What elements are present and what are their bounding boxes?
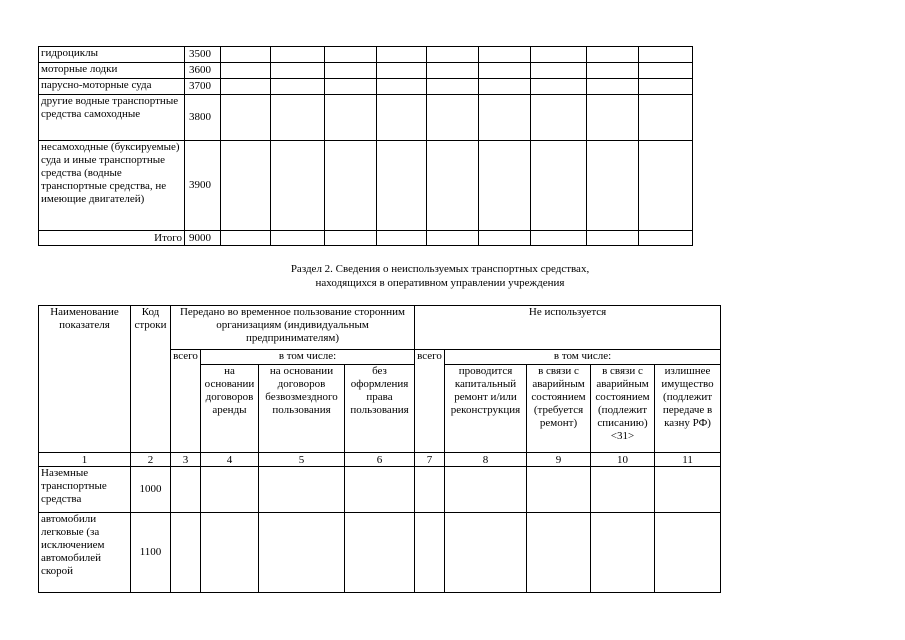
total-label: Итого — [39, 231, 185, 246]
row-code: 3600 — [185, 63, 221, 79]
col-number: 5 — [259, 453, 345, 467]
col-number: 4 — [201, 453, 259, 467]
header-incl-a: в том числе: — [201, 350, 415, 365]
table-row — [39, 467, 721, 513]
header-c11: излишнее имущество (подлежит передаче в казну РФ) — [655, 365, 721, 453]
col-number: 8 — [445, 453, 527, 467]
col-number: 2 — [131, 453, 171, 467]
col-number: 7 — [415, 453, 445, 467]
header-c9: в связи с аварийным состоянием (требуется ремонт) — [527, 365, 591, 453]
section-title — [230, 262, 650, 290]
row-name: несамоходные (буксируемые) суда и иные транспортные средства (водные транспортные средства, не имеющие двигателей) — [39, 141, 185, 231]
header-transferred: Передано во временное пользование сторонним организациям (индивидуальным предпринимателям) — [171, 306, 415, 350]
row-name: гидроциклы — [39, 47, 185, 63]
header-c4: на основании договоров аренды — [201, 365, 259, 453]
row-code: 1100 — [131, 513, 171, 593]
header-incl-b: в том числе: — [445, 350, 721, 365]
total-row — [39, 231, 693, 246]
table-row — [39, 63, 693, 79]
column-number-row — [39, 453, 721, 467]
header-c10: в связи с аварийным состоянием (подлежит списанию) <31> — [591, 365, 655, 453]
header-row — [39, 306, 721, 350]
row-name: моторные лодки — [39, 63, 185, 79]
row-code: 3500 — [185, 47, 221, 63]
row-name: Наземные транспортные средства — [39, 467, 131, 513]
header-name: Наименование показателя — [39, 306, 131, 453]
header-total-a: всего — [171, 350, 201, 453]
table-row — [39, 141, 693, 231]
col-number: 3 — [171, 453, 201, 467]
header-c5: на основании договоров безвозмездного пользования — [259, 365, 345, 453]
row-code: 1000 — [131, 467, 171, 513]
unused-vehicles-table — [38, 305, 721, 593]
section-title-line2: находящихся в оперативном управлении учреждения — [315, 277, 565, 289]
row-code: 3800 — [185, 95, 221, 141]
col-number: 10 — [591, 453, 655, 467]
table-row — [39, 47, 693, 63]
water-vehicles-table — [38, 46, 693, 246]
col-number: 9 — [527, 453, 591, 467]
row-name: парусно-моторные суда — [39, 79, 185, 95]
table-row — [39, 79, 693, 95]
row-code: 3900 — [185, 141, 221, 231]
col-number: 6 — [345, 453, 415, 467]
table-row — [39, 95, 693, 141]
total-code: 9000 — [185, 231, 221, 246]
row-name: другие водные транспортные средства самоходные — [39, 95, 185, 141]
table-row — [39, 513, 721, 593]
header-total-b: всего — [415, 350, 445, 453]
row-code: 3700 — [185, 79, 221, 95]
row-name: автомобили легковые (за исключением автомобилей скорой — [39, 513, 131, 593]
header-code: Код строки — [131, 306, 171, 453]
col-number: 1 — [39, 453, 131, 467]
col-number: 11 — [655, 453, 721, 467]
header-c8: проводится капитальный ремонт и/или реконструкция — [445, 365, 527, 453]
header-c6: без оформления права пользования — [345, 365, 415, 453]
section-title-line1: Раздел 2. Сведения о неиспользуемых транспортных средствах, — [290, 263, 590, 275]
header-not-used: Не используется — [415, 306, 721, 350]
